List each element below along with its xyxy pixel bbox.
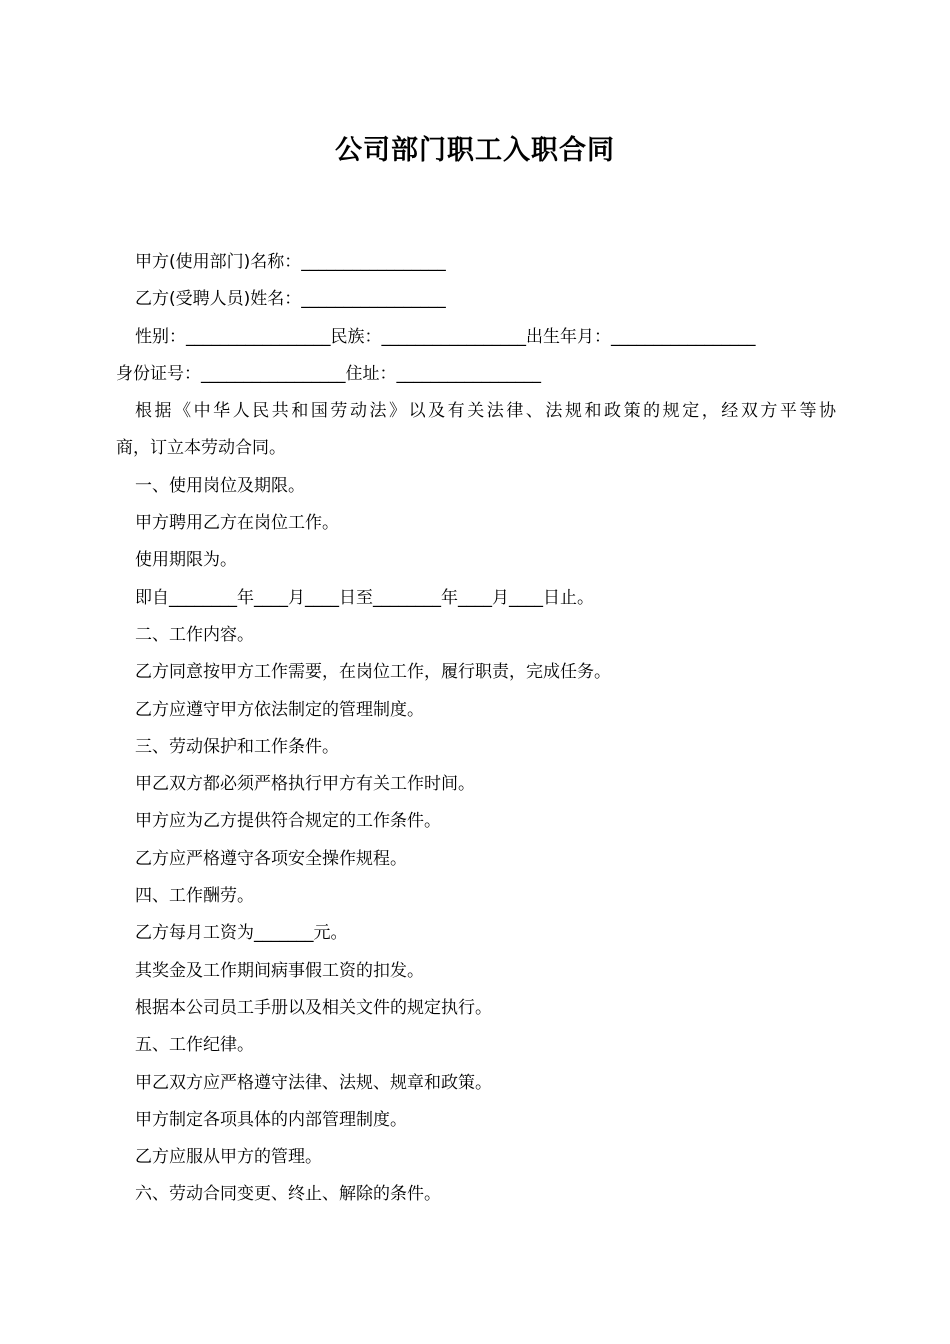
section-heading: 四、工作酬劳。 <box>135 886 254 907</box>
document-title: 公司部门职工入职合同 <box>335 135 615 166</box>
clause-text: 甲方制定各项具体的内部管理制度。 <box>135 1109 407 1130</box>
clause-text: 乙方应遵守甲方依法制定的管理制度。 <box>135 699 424 720</box>
clause-text: 根据本公司员工手册以及相关文件的规定执行。 <box>135 997 492 1018</box>
id-address-line: 身份证号：_________________住址：_________________ <box>116 363 541 384</box>
clause-text: 使用期限为。 <box>135 550 237 571</box>
clause-text: 其奖金及工作期间病事假工资的扣发。 <box>135 960 424 981</box>
term-dates-line: 即自________年____月____日至________年____月____日止。 <box>135 587 594 608</box>
section-heading: 六、劳动合同变更、终止、解除的条件。 <box>135 1184 441 1205</box>
clause-text: 甲乙双方应严格遵守法律、法规、规章和政策。 <box>135 1072 492 1093</box>
clause-text: 乙方同意按甲方工作需要，在岗位工作，履行职责，完成任务。 <box>135 662 611 683</box>
clause-text: 乙方应严格遵守各项安全操作规程。 <box>135 848 407 869</box>
clause-text: 甲乙双方都必须严格执行甲方有关工作时间。 <box>135 774 475 795</box>
section-heading: 一、使用岗位及期限。 <box>135 475 305 496</box>
salary-line: 乙方每月工资为_______元。 <box>135 923 348 944</box>
clause-text: 甲方聘用乙方在岗位工作。 <box>135 513 339 534</box>
section-heading: 三、劳动保护和工作条件。 <box>135 736 339 757</box>
clause-text: 甲方应为乙方提供符合规定的工作条件。 <box>135 811 441 832</box>
personal-info-line: 性别：_________________民族：_________________出生年月：_________________ <box>135 326 756 347</box>
preamble-line-2: 商，订立本劳动合同。 <box>116 438 286 459</box>
section-heading: 五、工作纪律。 <box>135 1035 254 1056</box>
party-a-name-line: 甲方(使用部门)名称：_________________ <box>135 252 446 272</box>
preamble-line-1: 根据《中华人民共和国劳动法》以及有关法律、法规和政策的规定，经双方平等协 <box>135 401 836 422</box>
party-b-name-line: 乙方(受聘人员)姓名：_________________ <box>135 289 446 310</box>
section-heading: 二、工作内容。 <box>135 624 254 645</box>
clause-text: 乙方应服从甲方的管理。 <box>135 1147 322 1168</box>
contract-body <box>116 244 836 1214</box>
